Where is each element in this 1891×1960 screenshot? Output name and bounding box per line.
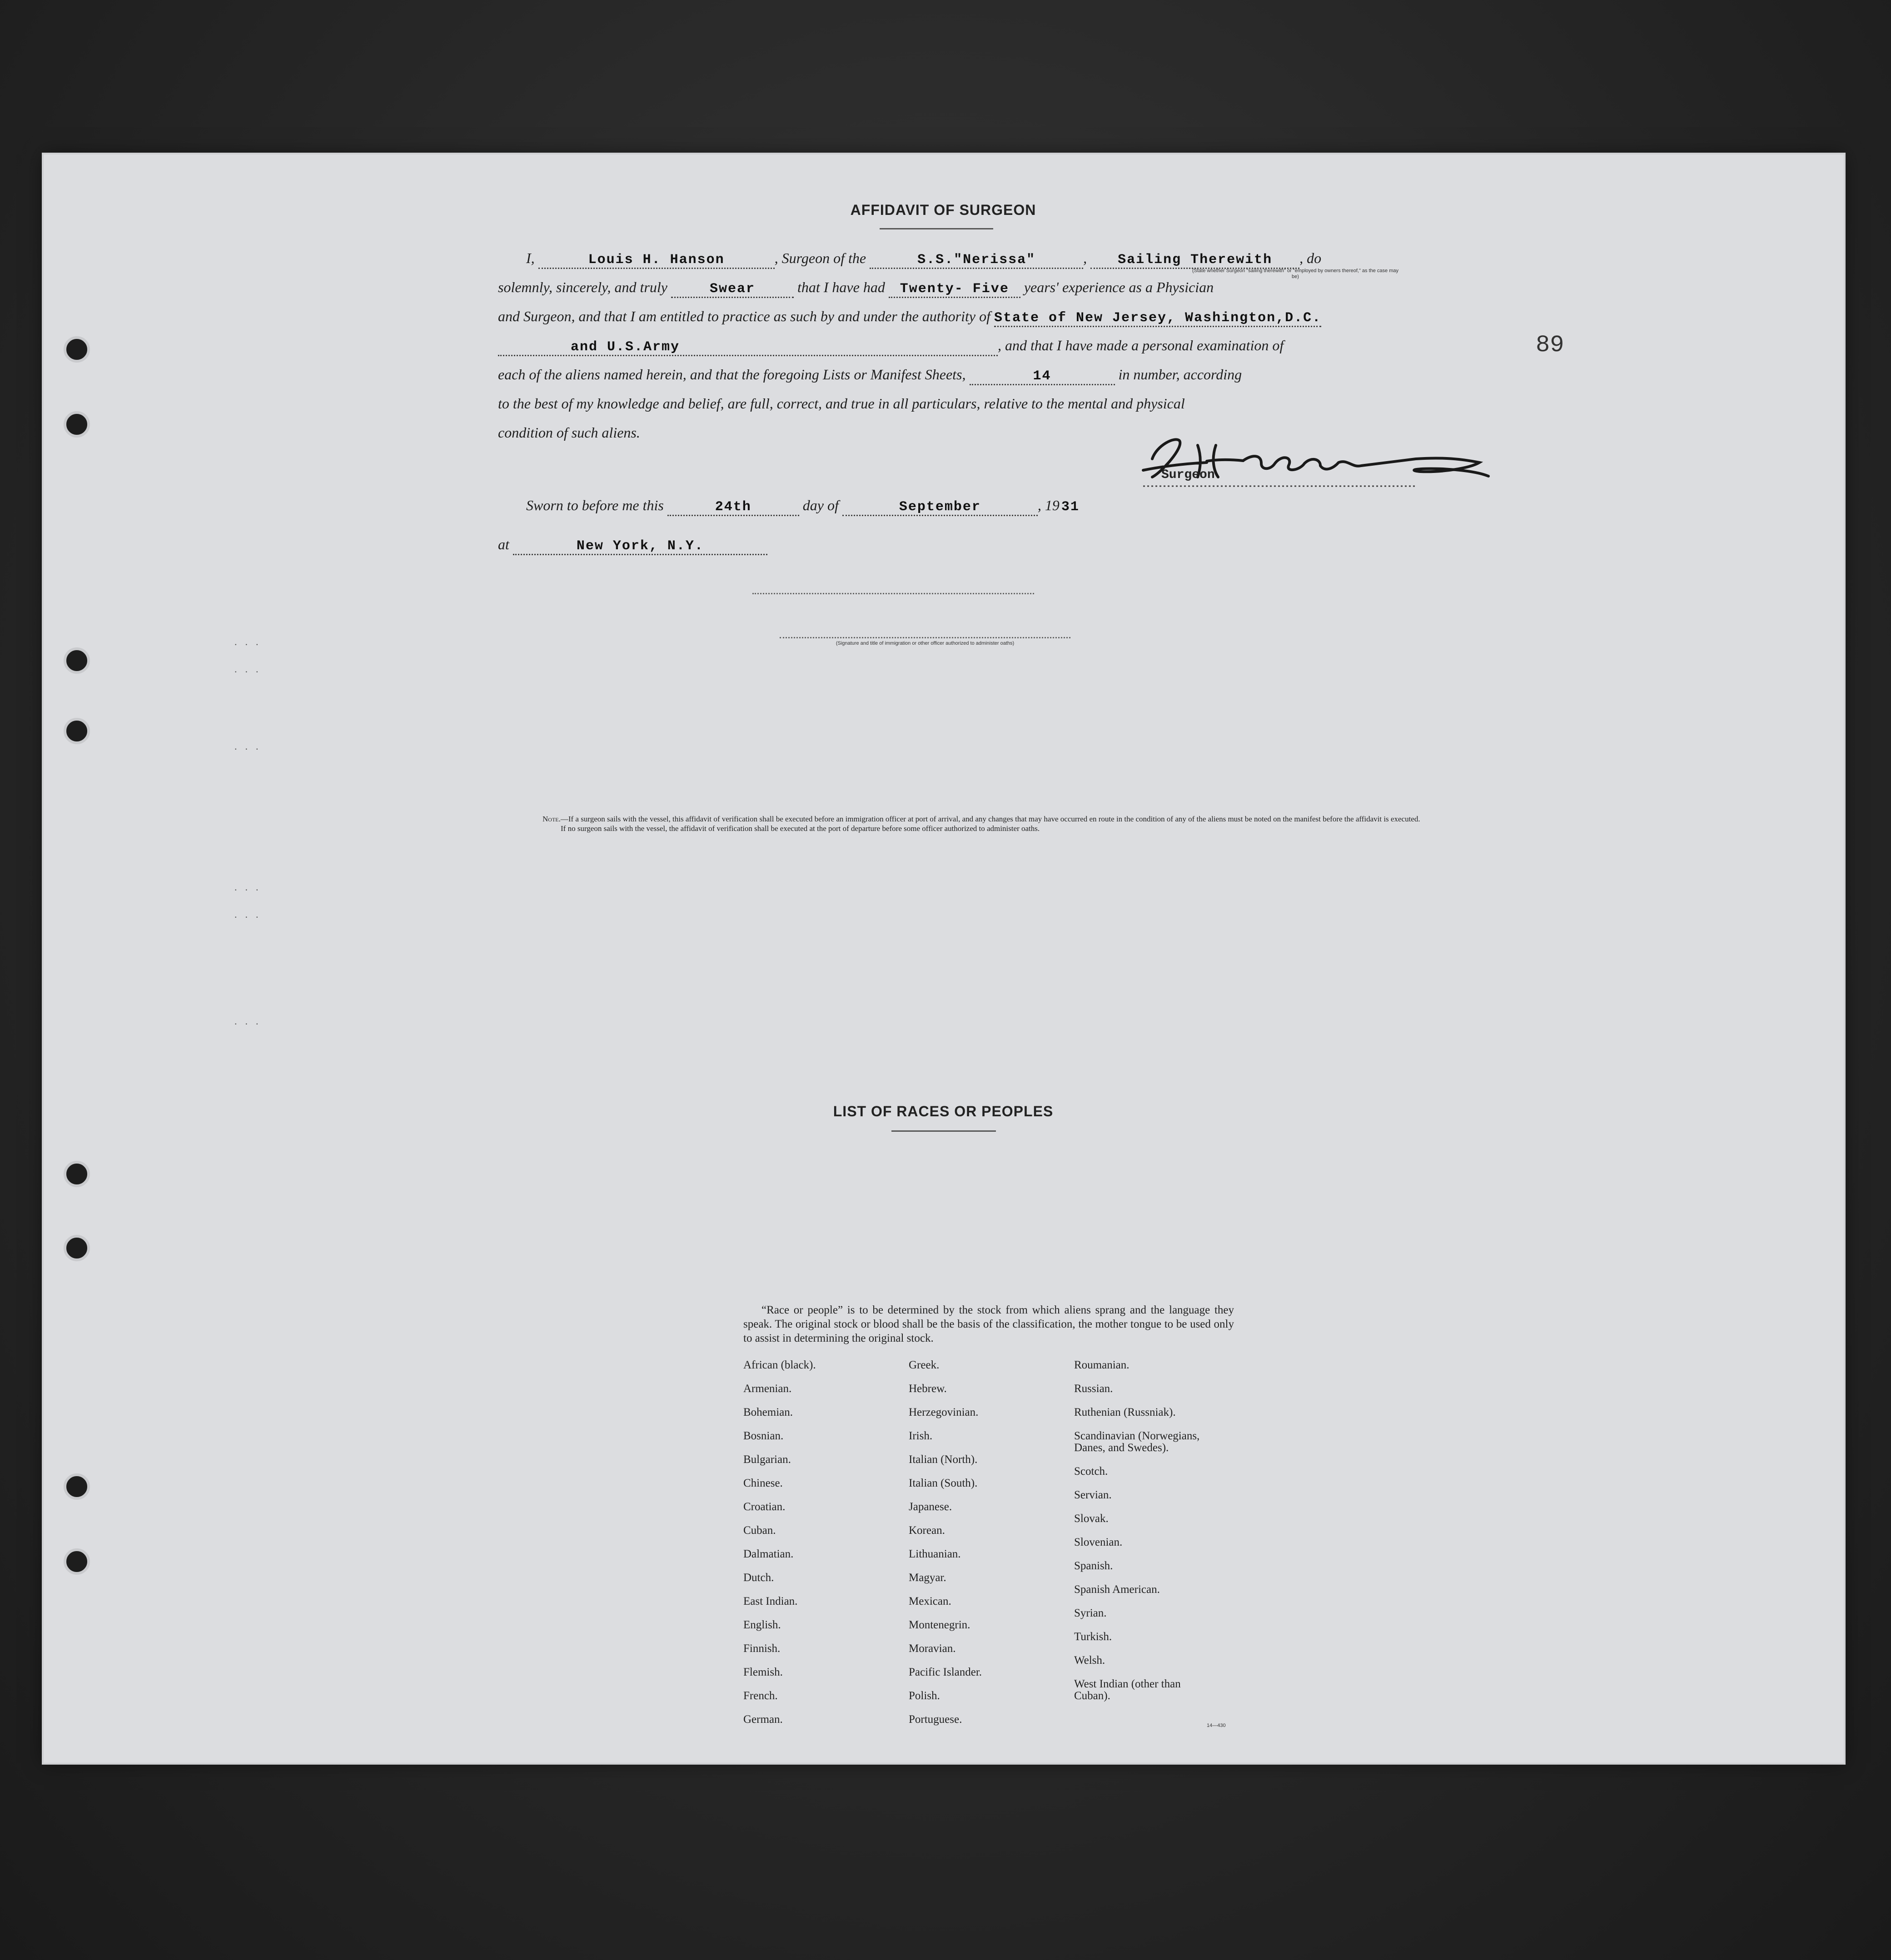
binder-hole bbox=[64, 1161, 90, 1187]
race-item: Hebrew. bbox=[909, 1383, 947, 1395]
text: , Surgeon of the bbox=[774, 250, 866, 266]
sworn-year-field[interactable]: 31 bbox=[1061, 499, 1080, 515]
race-item: English. bbox=[743, 1619, 781, 1631]
races-title-rule bbox=[891, 1130, 996, 1132]
sworn-day-field[interactable]: 24th bbox=[667, 499, 799, 516]
form-code: 14—430 bbox=[1207, 1723, 1226, 1728]
race-item: Portuguese. bbox=[909, 1713, 962, 1726]
text: , bbox=[1083, 250, 1087, 266]
race-item: Herzegovinian. bbox=[909, 1406, 979, 1418]
text: each of the aliens named herein, and that the foregoing Lists or Manifest Sheets, bbox=[498, 366, 966, 383]
officer-caption: (Signature and title of immigration or other officer authorized to administer oaths) bbox=[836, 641, 1015, 646]
race-item: Roumanian. bbox=[1074, 1359, 1130, 1371]
affidavit-line-7: condition of such aliens. bbox=[498, 424, 640, 441]
binder-hole bbox=[64, 1548, 90, 1575]
race-item: Montenegrin. bbox=[909, 1619, 970, 1631]
race-item: Spanish. bbox=[1074, 1560, 1113, 1572]
ship-name-field[interactable]: S.S."Nerissa" bbox=[870, 252, 1083, 269]
race-item: Italian (South). bbox=[909, 1477, 978, 1489]
surgeon-label: Surgeon bbox=[1161, 468, 1215, 482]
affidavit-line-4 bbox=[498, 336, 1284, 356]
race-item: Scotch. bbox=[1074, 1465, 1108, 1477]
note-text-1: —If a surgeon sails with the vessel, this affidavit of verification shall be executed before an immigration officer at port of arrival, and any changes that may have occurred en route in the condition of any of the aliens must be noted on the manifest before the affidavit is executed. bbox=[560, 815, 1420, 823]
race-item: Bosnian. bbox=[743, 1430, 784, 1442]
text: , do bbox=[1299, 250, 1322, 266]
race-item: Finnish. bbox=[743, 1642, 781, 1655]
place-line bbox=[498, 535, 767, 555]
affidavit-line-1 bbox=[526, 249, 1321, 269]
affidavit-line-2 bbox=[498, 278, 1214, 298]
races-column-1 bbox=[743, 1359, 907, 1737]
frame-number: 89 bbox=[1536, 332, 1564, 358]
margin-dots: ... bbox=[234, 1015, 267, 1027]
binder-hole bbox=[64, 336, 90, 363]
race-item: Pacific Islander. bbox=[909, 1666, 982, 1678]
note-paragraph-2: If no surgeon sails with the vessel, the affidavit of verification shall be executed at the port of departure before some officer authorized to administer oaths. bbox=[561, 824, 1040, 833]
races-column-3 bbox=[1074, 1359, 1238, 1714]
authority-field[interactable]: State of New Jersey, Washington,D.C. bbox=[994, 310, 1321, 327]
binder-hole bbox=[64, 1235, 90, 1261]
races-column-2 bbox=[909, 1359, 1072, 1737]
race-item: Ruthenian (Russniak). bbox=[1074, 1406, 1176, 1418]
title-rule bbox=[880, 228, 993, 229]
status-caption: (State whether Surgeon "sailing therewith" or "employed by owners thereof," as the case may be) bbox=[1192, 268, 1399, 279]
text: , 19 bbox=[1037, 497, 1060, 513]
affidavit-title: AFFIDAVIT OF SURGEON bbox=[850, 202, 1036, 218]
margin-dots: ... bbox=[234, 881, 267, 893]
text: day of bbox=[802, 497, 839, 513]
race-item: Polish. bbox=[909, 1690, 940, 1702]
races-intro: “Race or people” is to be determined by the stock from which aliens sprang and the language they speak. The original stock or blood shall be the basis of the classification, the mother tongue to be used only to assist in determining the original stock. bbox=[743, 1304, 1234, 1344]
affidavit-note bbox=[542, 814, 1433, 833]
text: and Surgeon, and that I am entitled to practice as such by and under the authority of bbox=[498, 308, 990, 324]
document-page bbox=[44, 154, 1844, 1763]
text: , and that I have made a personal examination of bbox=[998, 337, 1284, 353]
text: years' experience as a Physician bbox=[1024, 279, 1214, 295]
race-item: Russian. bbox=[1074, 1383, 1113, 1395]
text: at bbox=[498, 536, 509, 552]
text: that I have had bbox=[797, 279, 885, 295]
sworn-month-field[interactable]: September bbox=[842, 499, 1038, 516]
note-label: Note. bbox=[542, 815, 561, 823]
text: Sworn to before me this bbox=[526, 497, 664, 513]
race-item: Irish. bbox=[909, 1430, 933, 1442]
race-item: Servian. bbox=[1074, 1489, 1112, 1501]
binder-hole bbox=[64, 1473, 90, 1500]
officer-signature-line-2 bbox=[780, 637, 1070, 638]
place-field[interactable]: New York, N.Y. bbox=[513, 538, 767, 555]
years-field[interactable]: Twenty- Five bbox=[889, 281, 1020, 298]
race-item: Cuban. bbox=[743, 1524, 776, 1537]
race-item: French. bbox=[743, 1690, 778, 1702]
race-item: Spanish American. bbox=[1074, 1583, 1160, 1596]
affidavit-line-5 bbox=[498, 365, 1242, 385]
race-item: Slovak. bbox=[1074, 1512, 1109, 1525]
races-title: LIST OF RACES OR PEOPLES bbox=[833, 1103, 1054, 1119]
race-item: Japanese. bbox=[909, 1501, 952, 1513]
race-item: Slovenian. bbox=[1074, 1536, 1123, 1548]
race-item: Scandinavian (Norwegians, Danes, and Swedes). bbox=[1074, 1430, 1200, 1454]
race-item: Bohemian. bbox=[743, 1406, 793, 1418]
race-item: Turkish. bbox=[1074, 1631, 1112, 1643]
oath-field[interactable]: Swear bbox=[671, 281, 794, 298]
authority-continued-field[interactable]: and U.S.Army bbox=[498, 339, 998, 356]
race-item: Greek. bbox=[909, 1359, 940, 1371]
race-item: Syrian. bbox=[1074, 1607, 1107, 1619]
binder-hole bbox=[64, 411, 90, 438]
margin-dots: ... bbox=[234, 741, 267, 752]
margin-dots: ... bbox=[234, 909, 267, 920]
sheets-count-field[interactable]: 14 bbox=[970, 368, 1115, 385]
race-item: Chinese. bbox=[743, 1477, 783, 1489]
race-item: Lithuanian. bbox=[909, 1548, 961, 1560]
race-item: Flemish. bbox=[743, 1666, 783, 1678]
race-item: African (black). bbox=[743, 1359, 816, 1371]
race-item: East Indian. bbox=[743, 1595, 798, 1607]
race-item: Bulgarian. bbox=[743, 1453, 791, 1466]
officer-signature-line-1 bbox=[752, 593, 1034, 594]
text: I, bbox=[526, 250, 535, 266]
margin-dots: ... bbox=[234, 663, 267, 675]
binder-hole bbox=[64, 647, 90, 674]
margin-dots: ... bbox=[234, 636, 267, 647]
binder-hole bbox=[64, 718, 90, 744]
race-item: Mexican. bbox=[909, 1595, 951, 1607]
surgeon-name-field[interactable]: Louis H. Hanson bbox=[538, 252, 775, 269]
race-item: Korean. bbox=[909, 1524, 945, 1537]
race-item: Dalmatian. bbox=[743, 1548, 794, 1560]
race-item: Armenian. bbox=[743, 1383, 792, 1395]
race-item: Italian (North). bbox=[909, 1453, 978, 1466]
race-item: Dutch. bbox=[743, 1572, 774, 1584]
note-paragraph-1 bbox=[542, 814, 1433, 824]
race-item: Moravian. bbox=[909, 1642, 956, 1655]
text: solemnly, sincerely, and truly bbox=[498, 279, 667, 295]
affidavit-line-6: to the best of my knowledge and belief, are full, correct, and true in all particulars, relative to the mental and physical bbox=[498, 395, 1185, 412]
race-item: Croatian. bbox=[743, 1501, 786, 1513]
affidavit-line-3 bbox=[498, 307, 1321, 327]
sailing-status-field[interactable]: Sailing Therewith bbox=[1090, 252, 1299, 269]
text: in number, according bbox=[1118, 366, 1242, 383]
race-item: West Indian (other than Cuban). bbox=[1074, 1678, 1181, 1702]
race-item: German. bbox=[743, 1713, 783, 1726]
race-item: Welsh. bbox=[1074, 1654, 1105, 1666]
sworn-line bbox=[526, 496, 1081, 516]
race-item: Magyar. bbox=[909, 1572, 946, 1584]
